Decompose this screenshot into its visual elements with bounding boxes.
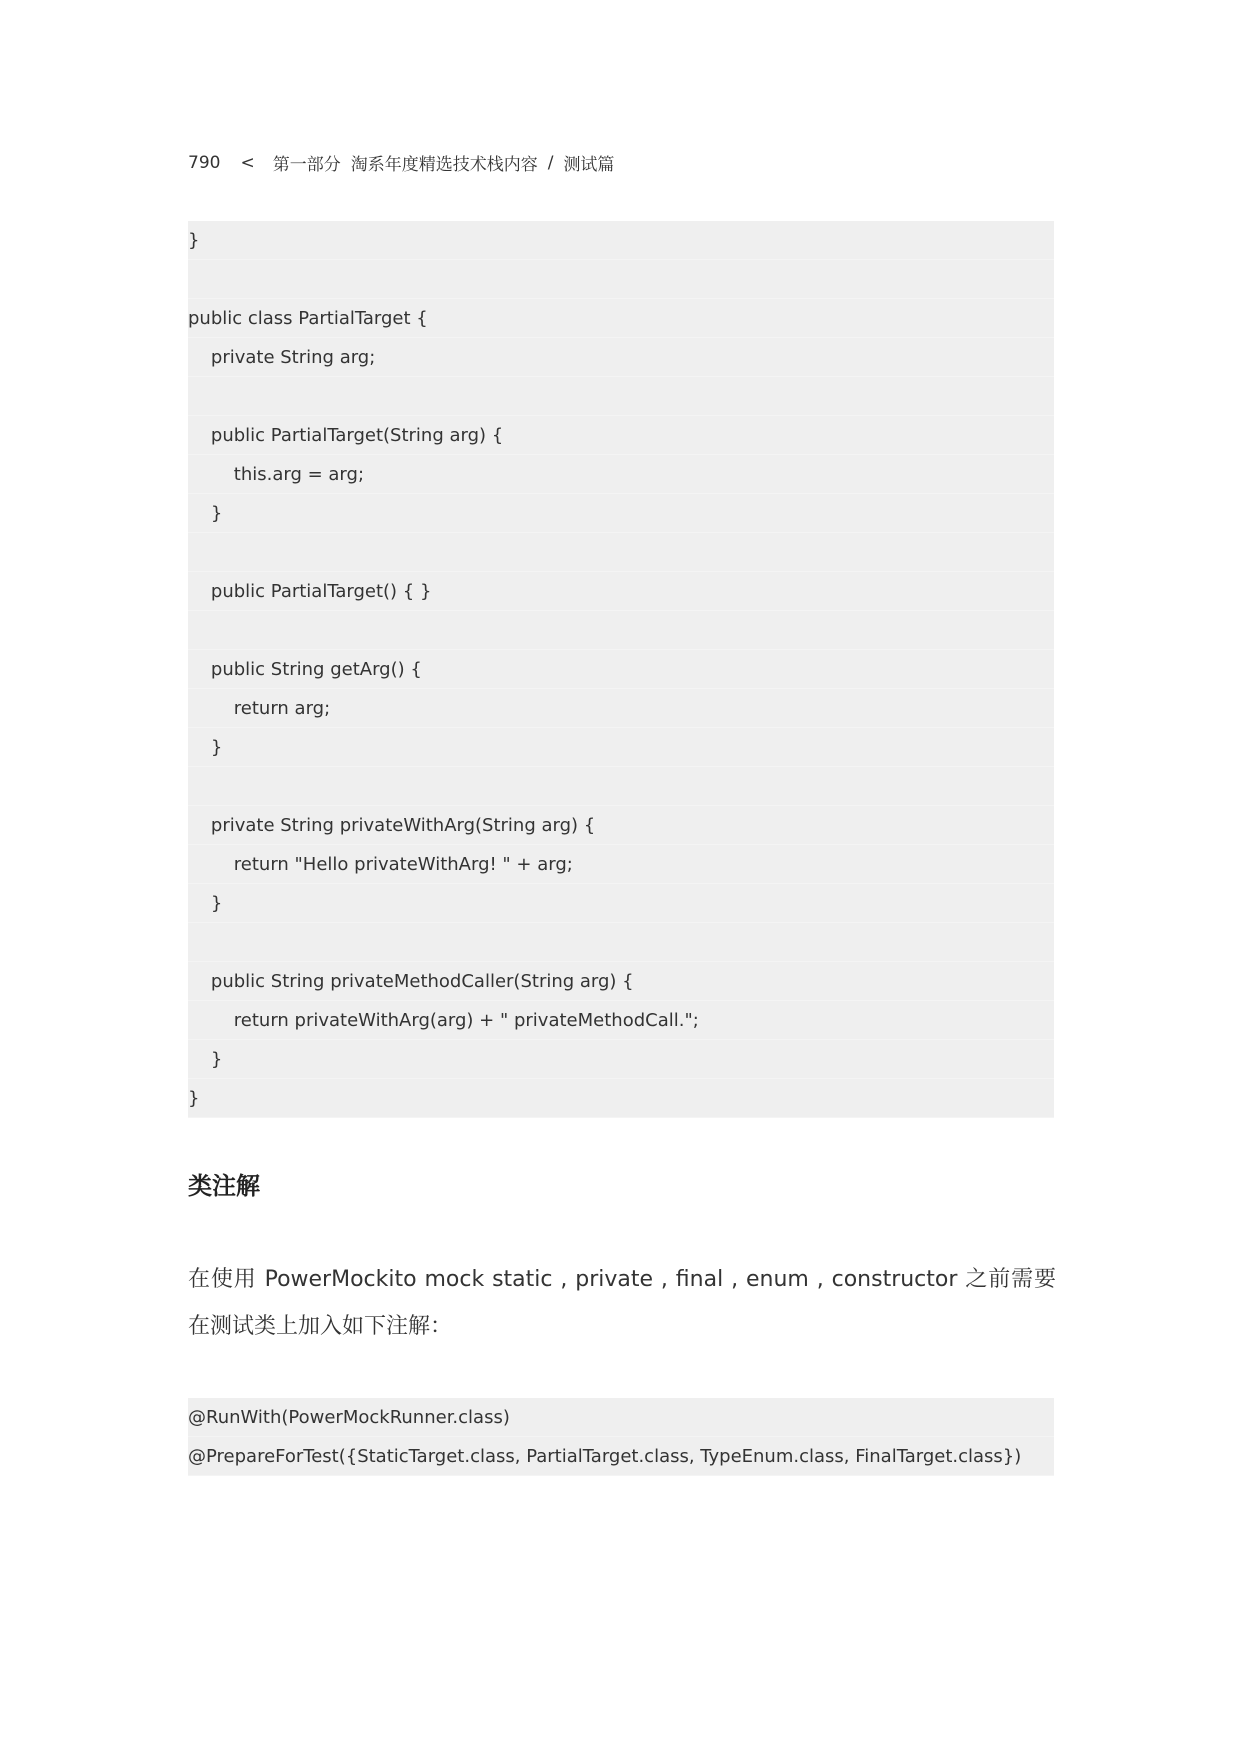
body-paragraph: 在使用 PowerMockito mock static , private , final , enum , constructor 之前需要在测试类上加入如下注解：	[188, 1267, 1056, 1339]
section-label: 测试篇	[563, 155, 615, 175]
header-separator: <	[240, 152, 255, 173]
code-line: public String getArg() {	[188, 650, 1054, 689]
code-line: }	[188, 1040, 1054, 1079]
code-line: return arg;	[188, 689, 1054, 728]
code-line	[188, 260, 1054, 299]
book-title: 淘系年度精选技术栈内容	[350, 155, 538, 175]
code-line: }	[188, 728, 1054, 767]
code-line: }	[188, 1079, 1054, 1118]
code-line: private String arg;	[188, 338, 1054, 377]
code-line: return "Hello privateWithArg! " + arg;	[188, 845, 1054, 884]
page-number: 790	[188, 152, 221, 173]
code-line: public String privateMethodCaller(String arg) {	[188, 962, 1054, 1001]
code-block-annotations	[188, 1398, 1054, 1476]
page-header	[188, 150, 614, 175]
code-line: }	[188, 494, 1054, 533]
code-line	[188, 377, 1054, 416]
part-label: 第一部分	[272, 155, 341, 175]
code-line: this.arg = arg;	[188, 455, 1054, 494]
header-slash: /	[547, 152, 554, 173]
code-line: @PrepareForTest({StaticTarget.class, PartialTarget.class, TypeEnum.class, FinalTarget.class})	[188, 1437, 1054, 1476]
code-line: public PartialTarget() { }	[188, 572, 1054, 611]
code-line: private String privateWithArg(String arg) {	[188, 806, 1054, 845]
section-heading: 类注解	[188, 1172, 260, 1200]
code-line	[188, 923, 1054, 962]
code-line: public PartialTarget(String arg) {	[188, 416, 1054, 455]
code-line: @RunWith(PowerMockRunner.class)	[188, 1398, 1054, 1437]
code-block-partial-target	[188, 221, 1054, 1118]
code-line: return privateWithArg(arg) + " privateMethodCall.";	[188, 1001, 1054, 1040]
code-line	[188, 767, 1054, 806]
code-line: public class PartialTarget {	[188, 299, 1054, 338]
code-line	[188, 533, 1054, 572]
code-line: }	[188, 884, 1054, 923]
code-line	[188, 611, 1054, 650]
code-line: }	[188, 221, 1054, 260]
